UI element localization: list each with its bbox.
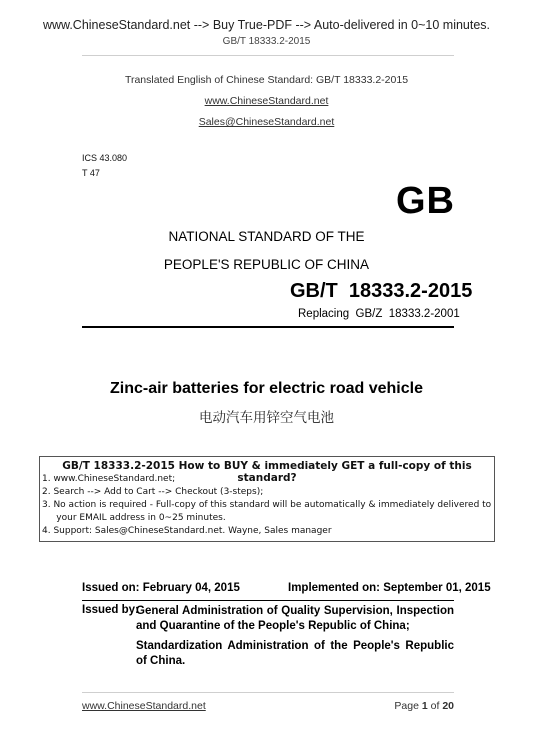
issued-by-label: Issued by:	[82, 604, 139, 616]
page-current: 1	[421, 700, 428, 712]
website-link[interactable]: www.ChineseStandard.net	[204, 95, 329, 107]
page-prefix: Page	[394, 700, 422, 712]
header-banner: www.ChineseStandard.net --> Buy True-PDF --> Auto-delivered in 0~10 minutes.	[42, 18, 491, 32]
buy-box-line-5: 4. Support: Sales@ChineseStandard.net. Wayne, Sales manager	[42, 526, 332, 536]
title-divider	[82, 326, 454, 328]
gb-mark: GB	[396, 180, 455, 222]
issued-by-org-2: Standardization Administration of the People's Republic of China.	[136, 640, 454, 667]
issued-on: Issued on: February 04, 2015	[82, 582, 240, 594]
document-title-en: Zinc-air batteries for electric road vehicle	[109, 380, 423, 397]
replacing-note: Replacing GB/Z 18333.2-2001	[298, 308, 460, 320]
footer-page-number	[385, 700, 454, 712]
buy-box	[39, 456, 495, 542]
ics-code: ICS 43.080	[82, 153, 128, 163]
page-total: 20	[442, 700, 454, 712]
translated-note: Translated English of Chinese Standard: GB/T 18333.2-2015	[124, 74, 409, 86]
header-divider	[82, 55, 454, 56]
t-code: T 47	[82, 168, 100, 178]
buy-box-line-3: 3. No action is required - Full-copy of this standard will be automatically & immediately delivered to	[42, 500, 492, 510]
issued-by-org-1: General Administration of Quality Supervision, Inspection and Quarantine of the People's Republic of China;	[136, 605, 454, 632]
buy-box-line-1[interactable]: 1. www.ChineseStandard.net;	[42, 474, 176, 484]
implemented-on: Implemented on: September 01, 2015	[288, 582, 491, 594]
buy-box-line-2: 2. Search --> Add to Cart --> Checkout (3-steps);	[42, 487, 264, 497]
buy-box-line-4: your EMAIL address in 0~25 minutes.	[42, 513, 226, 523]
header-standard-number: GB/T 18333.2-2015	[222, 36, 311, 47]
footer-divider	[82, 692, 454, 693]
national-standard-line2: PEOPLE'S REPUBLIC OF CHINA	[163, 257, 370, 272]
national-standard-line1: NATIONAL STANDARD OF THE	[168, 229, 365, 244]
buy-box-title: GB/T 18333.2-2015 How to BUY & immediately GET a full-copy of this standard?	[62, 460, 472, 484]
email-link[interactable]: Sales@ChineseStandard.net	[198, 116, 335, 128]
issued-divider	[82, 600, 454, 601]
standard-number: GB/T 18333.2-2015	[290, 280, 473, 302]
page-of: of	[427, 700, 443, 712]
footer-website-link[interactable]: www.ChineseStandard.net	[82, 700, 206, 712]
document-title-cn: 电动汽车用锌空气电池	[199, 410, 334, 425]
